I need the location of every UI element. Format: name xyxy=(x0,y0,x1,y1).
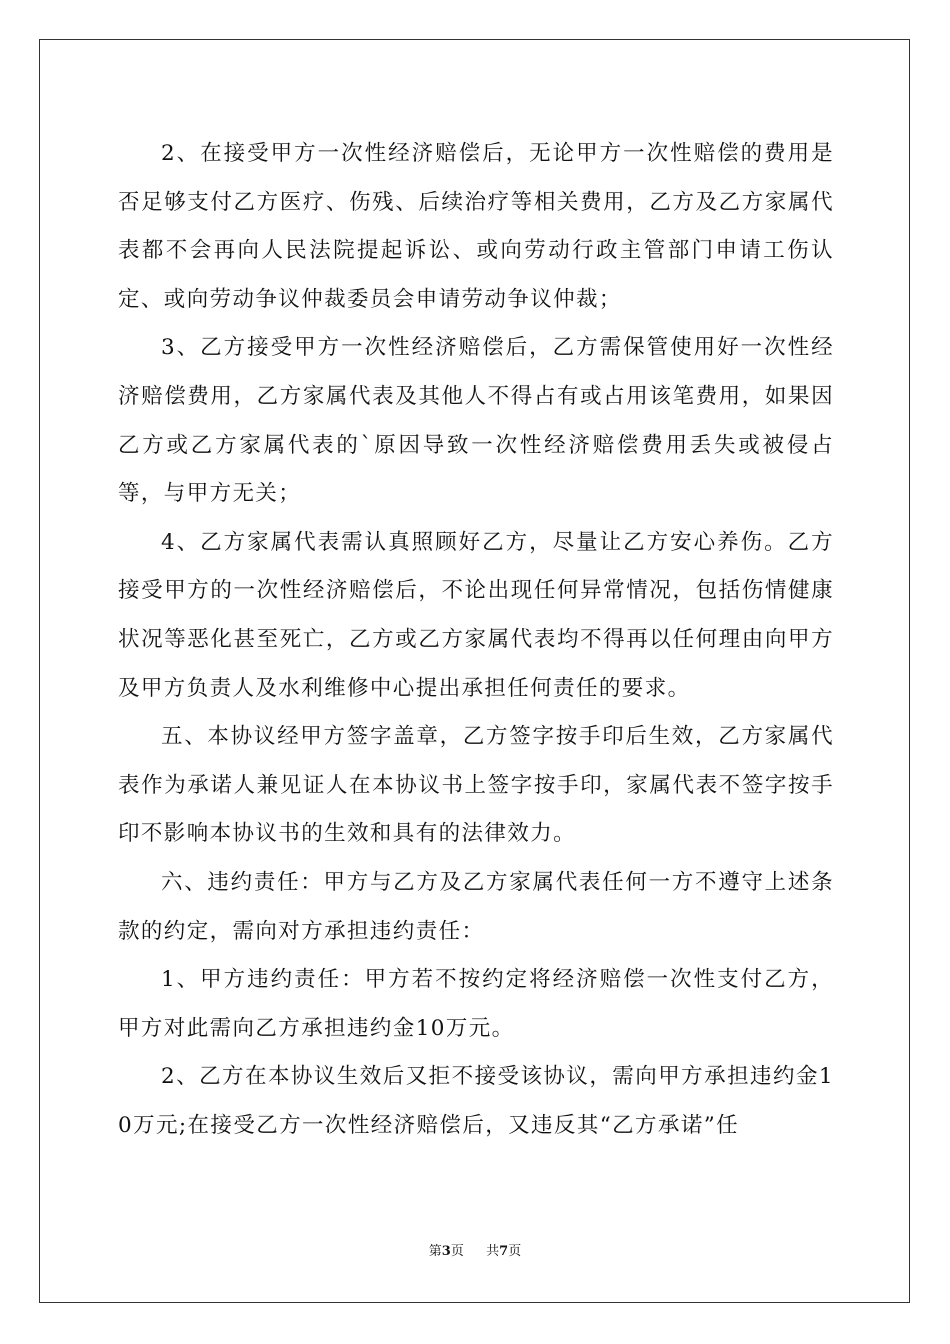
paragraph-section-6: 六、违约责任：甲方与乙方及乙方家属代表任何一方不遵守上述条款的约定，需向对方承担违约责任： xyxy=(118,869,834,944)
total-pages-number: 7 xyxy=(499,1244,509,1259)
page-label-prefix: 第 xyxy=(428,1244,442,1259)
page-label-suffix: 页 xyxy=(450,1244,464,1259)
current-page-number: 3 xyxy=(441,1244,451,1259)
paragraph-liability-1: 1、甲方违约责任：甲方若不按约定将经济赔偿一次性支付乙方，甲方对此需向乙方承担违约金10万元。 xyxy=(118,967,834,1041)
page-footer xyxy=(0,1240,950,1259)
total-label-suffix: 页 xyxy=(508,1244,522,1259)
document-body xyxy=(118,130,834,1150)
paragraph-clause-4: 4、乙方家属代表需认真照顾好乙方，尽量让乙方安心养伤。乙方接受甲方的一次性经济赔偿后，不论出现任何异常情况，包括伤情健康状况等恶化甚至死亡，乙方或乙方家属代表均不得再以任何理由向甲方及甲方负责人及水利维修中心提出承担任何责任的要求。 xyxy=(118,529,834,701)
paragraph-liability-2: 2、乙方在本协议生效后又拒不接受该协议，需向甲方承担违约金10万元;在接受乙方一次性经济赔偿后，又违反其“乙方承诺”任 xyxy=(118,1064,834,1138)
total-label-prefix: 共 xyxy=(486,1244,500,1259)
paragraph-clause-2: 2、在接受甲方一次性经济赔偿后，无论甲方一次性赔偿的费用是否足够支付乙方医疗、伤残、后续治疗等相关费用，乙方及乙方家属代表都不会再向人民法院提起诉讼、或向劳动行政主管部门申请工伤认定、或向劳动争议仲裁委员会申请劳动争议仲裁； xyxy=(118,141,834,312)
paragraph-clause-3: 3、乙方接受甲方一次性经济赔偿后，乙方需保管使用好一次性经济赔偿费用，乙方家属代表及其他人不得占有或占用该笔费用，如果因乙方或乙方家属代表的`原因导致一次性经济赔偿费用丢失或被侵占等，与甲方无关； xyxy=(118,335,834,507)
paragraph-section-5: 五、本协议经甲方签字盖章，乙方签字按手印后生效，乙方家属代表作为承诺人兼见证人在本协议书上签字按手印，家属代表不签字按手印不影响本协议书的生效和具有的法律效力。 xyxy=(118,724,834,847)
